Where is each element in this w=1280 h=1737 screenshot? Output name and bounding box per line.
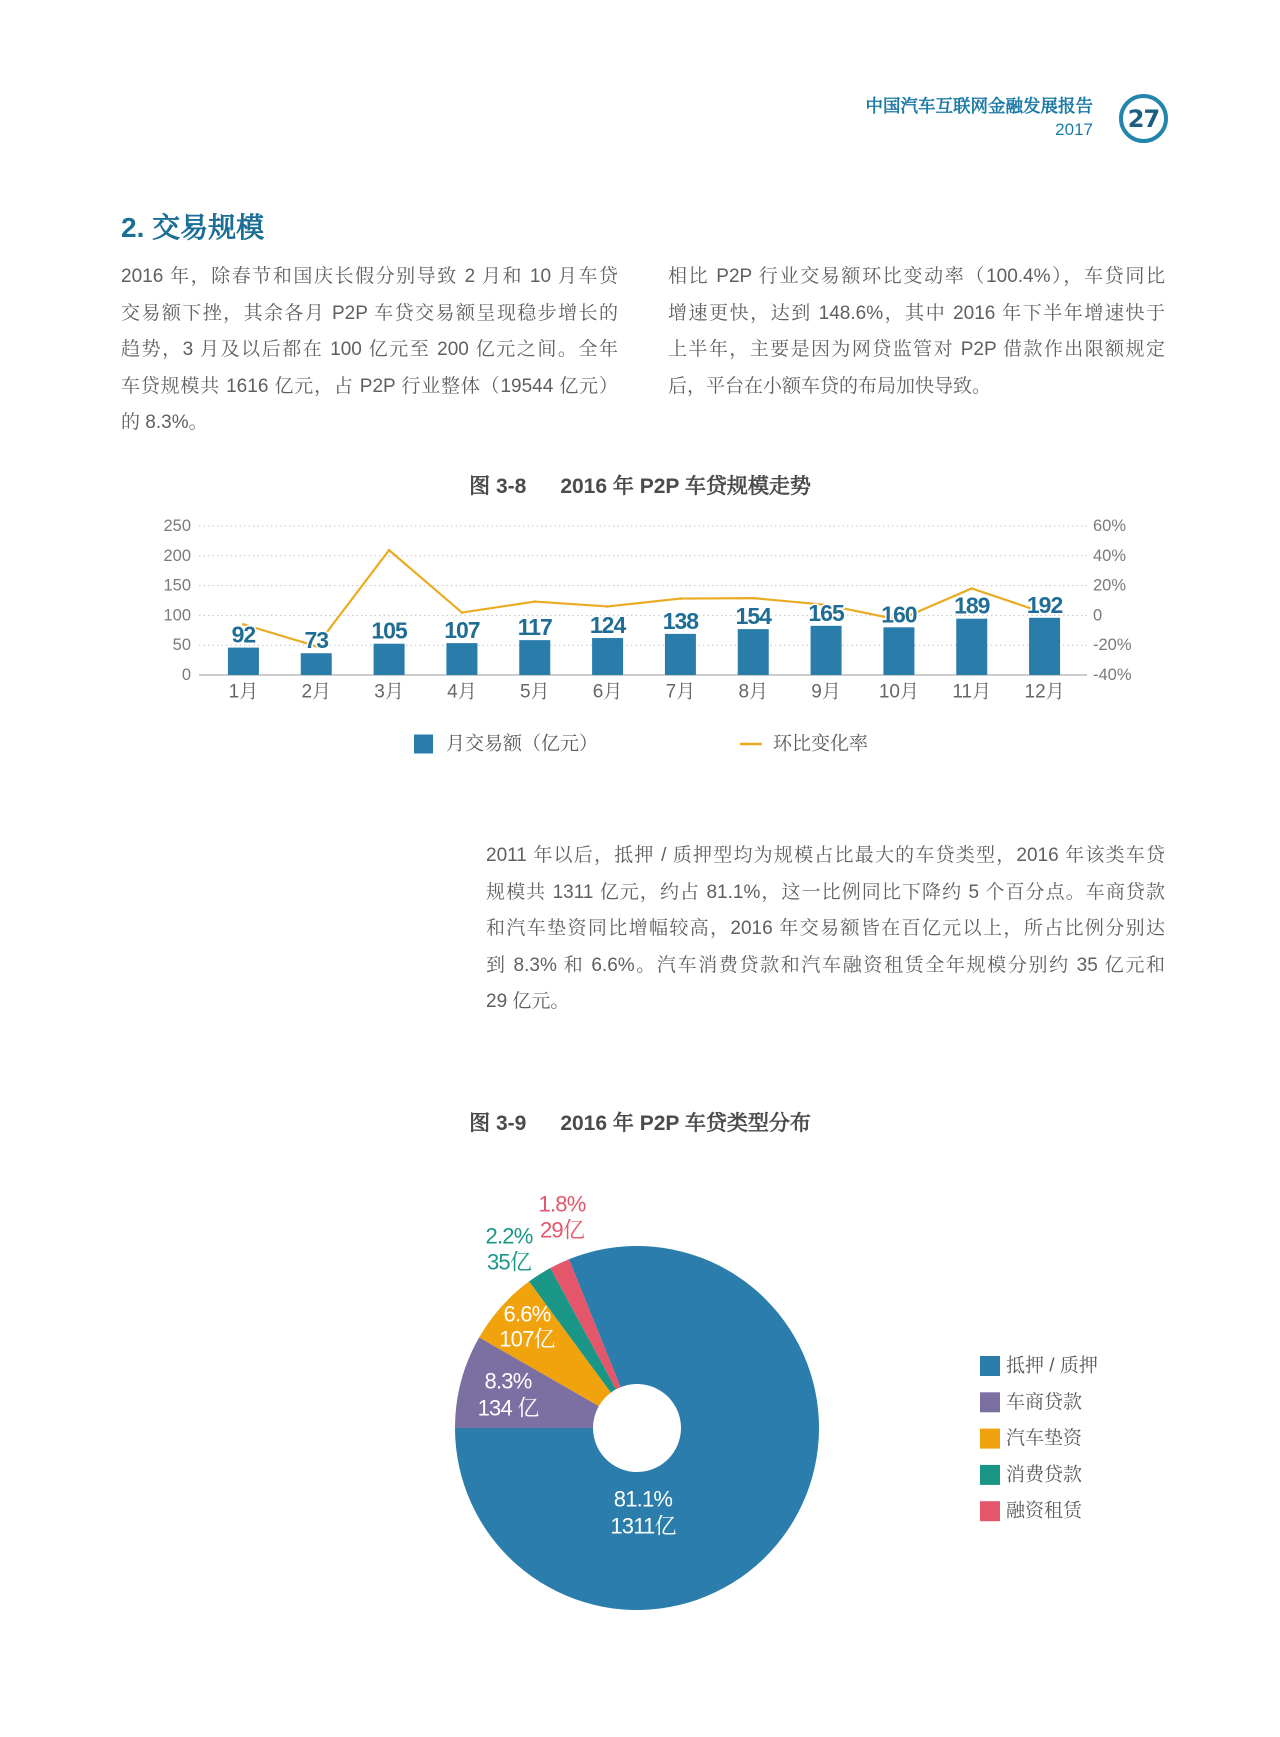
x-tick-label: 12月 [1024, 681, 1065, 703]
legend-label: 汽车垫资 [1006, 1428, 1083, 1450]
bar-value-label: 73 [304, 627, 329, 654]
paragraph-line: 后，平台在小额车贷的布局加快导致。 [668, 375, 992, 397]
y-left-tick-label: 50 [172, 636, 191, 655]
bar-value-label: 160 [881, 601, 917, 628]
y-right-tick-label: -40% [1093, 666, 1132, 684]
middle-paragraph [486, 838, 1165, 1021]
y-right-tick-label: 20% [1093, 576, 1127, 595]
figure-3-8-title [0, 473, 1280, 501]
paragraph-line: 29 亿元。 [486, 991, 570, 1012]
right-paragraph [668, 259, 1165, 405]
bar-value-label: 138 [662, 607, 699, 634]
bar-value-label: 154 [735, 603, 771, 630]
mom-change-point-8 [752, 597, 755, 600]
legend-label: 车商贷款 [1006, 1391, 1083, 1413]
x-tick-label: 5月 [519, 681, 550, 703]
y-left-tick-label: 150 [163, 576, 191, 595]
bar-month-11 [956, 619, 987, 675]
slice-amount-label: 1311亿 [610, 1513, 676, 1539]
x-tick-label: 2月 [301, 681, 332, 703]
bar-month-12 [1029, 618, 1060, 675]
paragraph-line: 和汽车垫资同比增幅较高，2016 年交易额皆在百亿元以上，所占比例分别达 [486, 918, 1165, 939]
bar-month-5 [519, 640, 550, 675]
slice-percent-label: 6.6% [503, 1301, 551, 1327]
legend-swatch [980, 1356, 1000, 1376]
x-tick-label: 6月 [592, 681, 623, 703]
y-right-tick-label: -20% [1093, 636, 1132, 655]
x-tick-label: 9月 [811, 681, 841, 703]
x-tick-label: 1月 [228, 681, 259, 703]
slice-amount-label: 29亿 [539, 1217, 585, 1243]
legend-label: 月交易额（亿元） [446, 733, 599, 755]
x-tick-label: 10月 [878, 681, 919, 703]
section-heading: 2. 交易规模 [121, 212, 265, 243]
transaction-trend-chart [0, 500, 1280, 770]
bar-value-label: 192 [1026, 591, 1063, 618]
x-tick-label: 7月 [665, 681, 696, 703]
bar-month-7 [665, 634, 696, 675]
x-tick-label: 11月 [952, 681, 992, 703]
page-number: 27 [1127, 104, 1160, 133]
bar-month-8 [738, 629, 769, 675]
paragraph-line: 上半年，主要是因为网贷监管对 P2P 借款作出限额规定 [668, 339, 1165, 360]
bar-value-label: 189 [954, 592, 990, 619]
paragraph-line: 2016 年，除春节和国庆长假分别导致 2 月和 10 月车贷 [121, 266, 618, 287]
mom-change-point-6 [606, 605, 609, 608]
slice-amount-label: 107亿 [499, 1326, 555, 1352]
legend-swatch [980, 1465, 1000, 1485]
x-tick-label: 8月 [738, 681, 769, 703]
legend-label: 融资租赁 [1006, 1500, 1083, 1522]
slice-amount-label: 134 亿 [477, 1395, 539, 1421]
paragraph-line: 的 8.3%。 [121, 412, 208, 433]
mom-change-point-4 [461, 611, 464, 614]
paragraph-line: 交易额下挫，其余各月 P2P 车贷交易额呈现稳步增长的 [121, 302, 618, 324]
y-left-tick-label: 250 [163, 517, 191, 535]
y-left-tick-label: 0 [181, 666, 191, 684]
mom-change-line [243, 550, 1044, 646]
paragraph-line: 到 8.3% 和 6.6%。汽车消费贷款和汽车融资租赁全年规模分别约 35 亿元和 [486, 954, 1165, 976]
y-left-tick-label: 200 [163, 546, 191, 565]
bar-value-label: 92 [231, 621, 256, 648]
bar-value-label: 105 [371, 617, 407, 644]
paragraph-line: 相比 P2P 行业交易额环比变动率（100.4%），车贷同比 [668, 266, 1165, 287]
mom-change-point-5 [533, 600, 536, 603]
legend-swatch [980, 1392, 1000, 1412]
slice-percent-label: 2.2% [485, 1223, 533, 1249]
paragraph-line: 车贷规模共 1616 亿元，占 P2P 行业整体（19544 亿元） [121, 375, 618, 397]
bar-value-label: 165 [808, 599, 844, 626]
x-tick-label: 4月 [447, 681, 477, 703]
figure-number: 图 3-8 [469, 475, 527, 498]
x-tick-label: 3月 [374, 681, 404, 703]
slice-percent-label: 1.8% [538, 1191, 586, 1217]
left-paragraph [121, 259, 618, 442]
legend-label: 环比变化率 [773, 733, 869, 755]
y-right-tick-label: 40% [1093, 546, 1127, 565]
bar-month-4 [446, 643, 477, 675]
figure-caption: 2016 年 P2P 车贷类型分布 [560, 1112, 811, 1135]
y-left-tick-label: 100 [163, 606, 191, 625]
legend-bar-swatch [414, 735, 433, 754]
paragraph-line: 增速更快，达到 148.6%，其中 2016 年下半年增速快于 [668, 302, 1165, 324]
figure-3-9-title [0, 1110, 1280, 1138]
figure-caption: 2016 年 P2P 车贷规模走势 [560, 475, 811, 498]
bar-value-label: 107 [444, 617, 480, 644]
legend-swatch [980, 1429, 1000, 1449]
legend-label: 消费贷款 [1006, 1464, 1083, 1486]
slice-amount-label: 35亿 [486, 1249, 532, 1275]
y-right-tick-label: 0 [1093, 606, 1103, 625]
bar-value-label: 124 [589, 612, 626, 639]
bar-value-label: 117 [517, 614, 552, 641]
bar-month-1 [228, 648, 259, 675]
paragraph-line: 趋势，3 月及以后都在 100 亿元至 200 亿元之间。全年 [121, 339, 618, 360]
paragraph-line: 2011 年以后，抵押 / 质押型均为规模占比最大的车贷类型，2016 年该类车贷 [486, 845, 1165, 866]
figure-number: 图 3-9 [469, 1112, 527, 1135]
bar-month-9 [811, 626, 842, 675]
page-number-badge [1119, 94, 1168, 143]
mom-change-point-7 [679, 597, 682, 600]
bar-month-10 [883, 627, 914, 675]
loan-type-donut-chart [0, 1150, 1280, 1630]
legend-swatch [980, 1501, 1000, 1521]
bar-month-2 [301, 653, 332, 675]
legend-label: 抵押 / 质押 [1006, 1355, 1098, 1377]
bar-month-6 [592, 638, 623, 675]
slice-percent-label: 8.3% [484, 1368, 532, 1394]
report-title: 中国汽车互联网金融发展报告 [865, 96, 1093, 116]
report-year: 2017 [1055, 120, 1093, 139]
y-right-tick-label: 60% [1093, 517, 1127, 535]
slice-percent-label: 81.1% [613, 1486, 673, 1512]
mom-change-point-11 [970, 587, 973, 590]
mom-change-point-3 [388, 549, 391, 552]
paragraph-line: 规模共 1311 亿元，约占 81.1%，这一比例同比下降约 5 个百分点。车商贷款 [486, 881, 1165, 903]
bar-month-3 [374, 644, 405, 675]
